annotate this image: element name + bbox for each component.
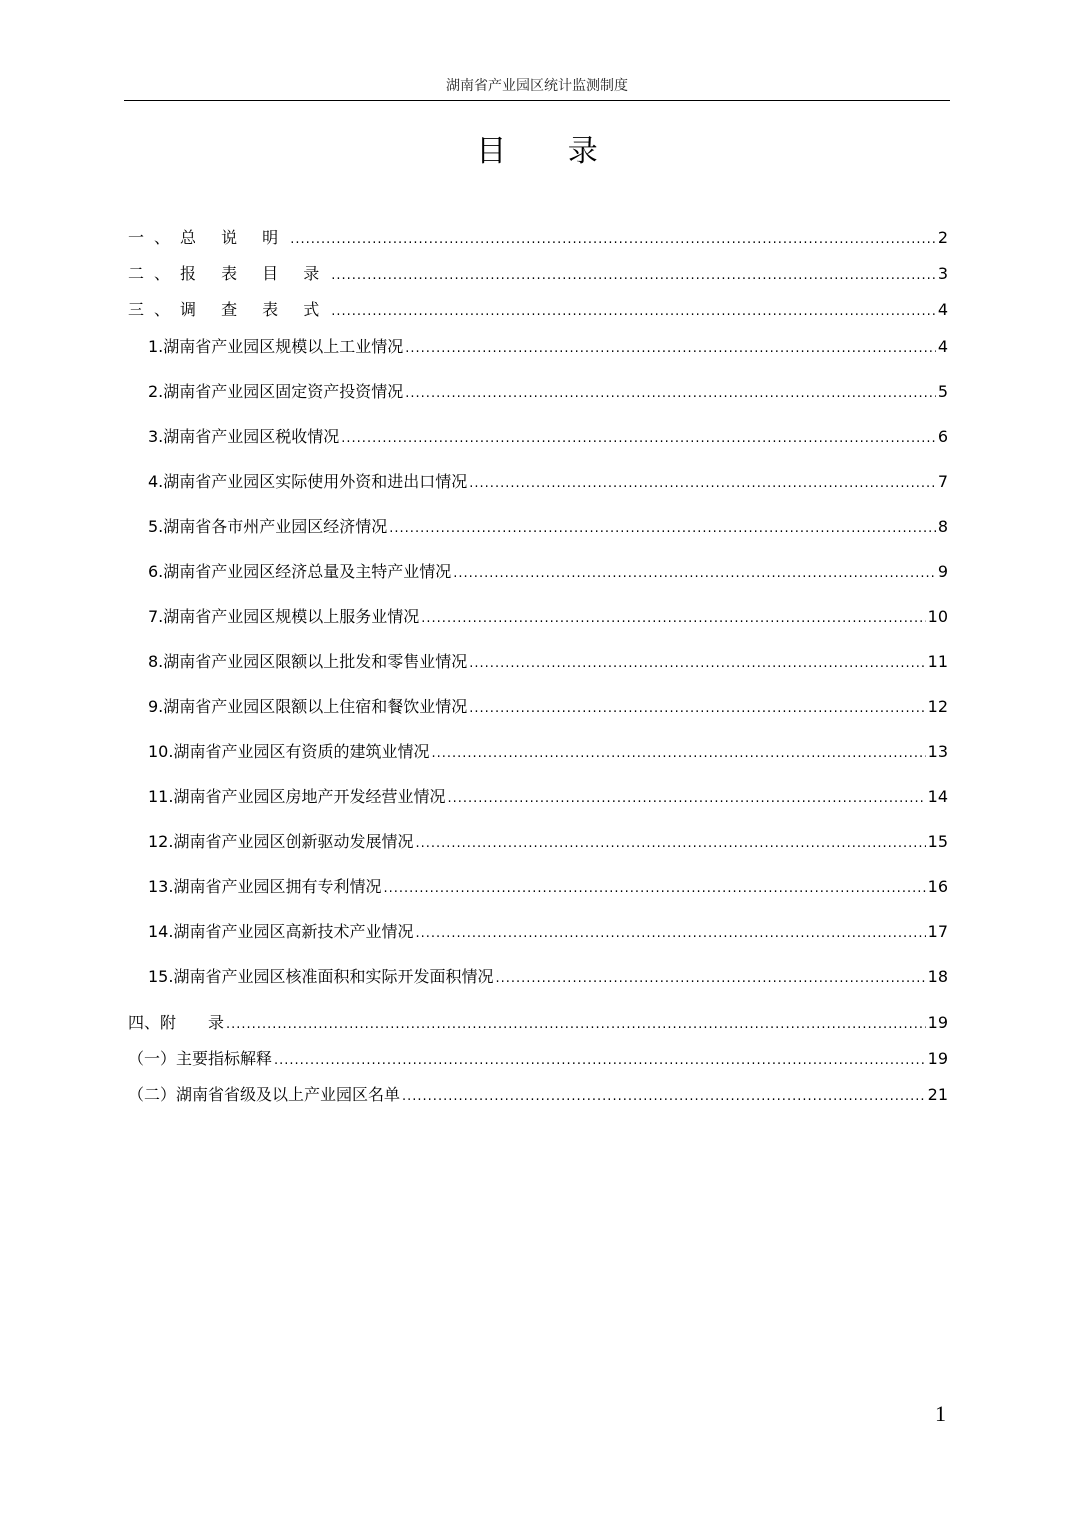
toc-entry-item-9[interactable] [148,697,948,719]
toc-entry-label: 10.湖南省产业园区有资质的建筑业情况 [148,742,430,761]
toc-entry-item-3[interactable] [148,427,948,449]
toc-entry-label: 9.湖南省产业园区限额以上住宿和餐饮业情况 [148,697,468,716]
toc-leader [402,1087,926,1107]
toc-entry-page: 13 [927,742,948,761]
toc-entry-park-list[interactable] [128,1085,948,1107]
toc-leader [469,474,936,494]
toc-entry-label: 14.湖南省产业园区高新技术产业情况 [148,922,414,941]
toc-leader [405,384,936,404]
toc-entry-page: 7 [937,472,948,491]
toc-leader [495,969,925,989]
toc-entry-page: 17 [927,922,948,941]
page-number: 1 [935,1401,946,1426]
running-header: 湖南省产业园区统计监测制度 [124,72,950,101]
toc-entry-label: 2.湖南省产业园区固定资产投资情况 [148,382,404,401]
toc-leader [421,609,925,629]
toc-entry-page: 5 [937,382,948,401]
toc-entry-survey-forms[interactable] [128,300,948,322]
toc-entry-page: 6 [937,427,948,446]
toc-entry-page: 18 [927,967,948,986]
toc-entry-appendix[interactable] [128,1013,948,1035]
toc-entry-item-8[interactable] [148,652,948,674]
toc-entry-item-4[interactable] [148,472,948,494]
toc-leader [226,1015,926,1035]
toc-entry-item-12[interactable] [148,832,948,854]
toc-entry-page: 4 [937,337,948,356]
toc-entry-item-7[interactable] [148,607,948,629]
toc-entry-page: 9 [937,562,948,581]
toc-entry-page: 19 [927,1013,948,1032]
toc-entry-page: 12 [927,697,948,716]
toc-entry-label: 1.湖南省产业园区规模以上工业情况 [148,337,404,356]
toc-entry-page: 14 [927,787,948,806]
toc-entry-page: 3 [937,264,948,283]
toc-leader [274,1051,926,1071]
toc-entry-item-13[interactable] [148,877,948,899]
toc-leader [405,339,936,359]
toc-leader [290,230,936,250]
toc-entry-item-10[interactable] [148,742,948,764]
toc-entry-label: 三、调 查 表 式 [128,300,330,319]
toc-entry-label: 12.湖南省产业园区创新驱动发展情况 [148,832,414,851]
toc-entry-label: 11.湖南省产业园区房地产开发经营业情况 [148,787,446,806]
toc-entry-item-14[interactable] [148,922,948,944]
toc-entry-label: 5.湖南省各市州产业园区经济情况 [148,517,388,536]
toc-leader [469,654,925,674]
toc-leader [415,924,925,944]
toc-entry-page: 10 [927,607,948,626]
page-title: 目 录 [476,134,624,169]
toc-entry-page: 11 [927,652,948,671]
toc-entry-item-2[interactable] [148,382,948,404]
toc-entry-page: 4 [937,300,948,319]
toc-entry-label: 6.湖南省产业园区经济总量及主特产业情况 [148,562,452,581]
toc-entry-general-notes[interactable] [128,228,948,250]
toc-leader [469,699,925,719]
toc-entry-label: 一、总 说 明 [128,228,289,247]
toc-entry-label: 4.湖南省产业园区实际使用外资和进出口情况 [148,472,468,491]
toc-entry-label: 13.湖南省产业园区拥有专利情况 [148,877,382,896]
toc-entry-indicator-definitions[interactable] [128,1049,948,1071]
toc-entry-label: 二、报 表 目 录 [128,264,330,283]
toc-entry-label: 四、附 录 [128,1013,225,1032]
toc-leader [415,834,925,854]
toc-entry-label: （一）主要指标解释 [128,1049,273,1068]
toc-entry-label: 7.湖南省产业园区规模以上服务业情况 [148,607,420,626]
toc-entry-item-1[interactable] [148,337,948,359]
toc-entry-report-catalog[interactable] [128,264,948,286]
toc-leader [341,429,936,449]
toc-entry-label: 15.湖南省产业园区核准面积和实际开发面积情况 [148,967,494,986]
toc-entry-item-11[interactable] [148,787,948,809]
toc-entry-page: 8 [937,517,948,536]
toc-entry-label: 8.湖南省产业园区限额以上批发和零售业情况 [148,652,468,671]
toc-leader [389,519,936,539]
toc-entry-item-5[interactable] [148,517,948,539]
toc-entry-item-6[interactable] [148,562,948,584]
toc-entry-label: （二）湖南省省级及以上产业园区名单 [128,1085,401,1104]
toc-leader [331,302,936,322]
toc-leader [447,789,925,809]
toc-entry-page: 21 [927,1085,948,1104]
toc-entry-page: 15 [927,832,948,851]
toc-leader [331,266,936,286]
toc-leader [453,564,936,584]
toc-leader [383,879,925,899]
toc-entry-item-15[interactable] [148,967,948,989]
toc-leader [431,744,925,764]
toc-entry-page: 16 [927,877,948,896]
toc-entry-label: 3.湖南省产业园区税收情况 [148,427,340,446]
toc-entry-page: 2 [937,228,948,247]
toc-entry-page: 19 [927,1049,948,1068]
